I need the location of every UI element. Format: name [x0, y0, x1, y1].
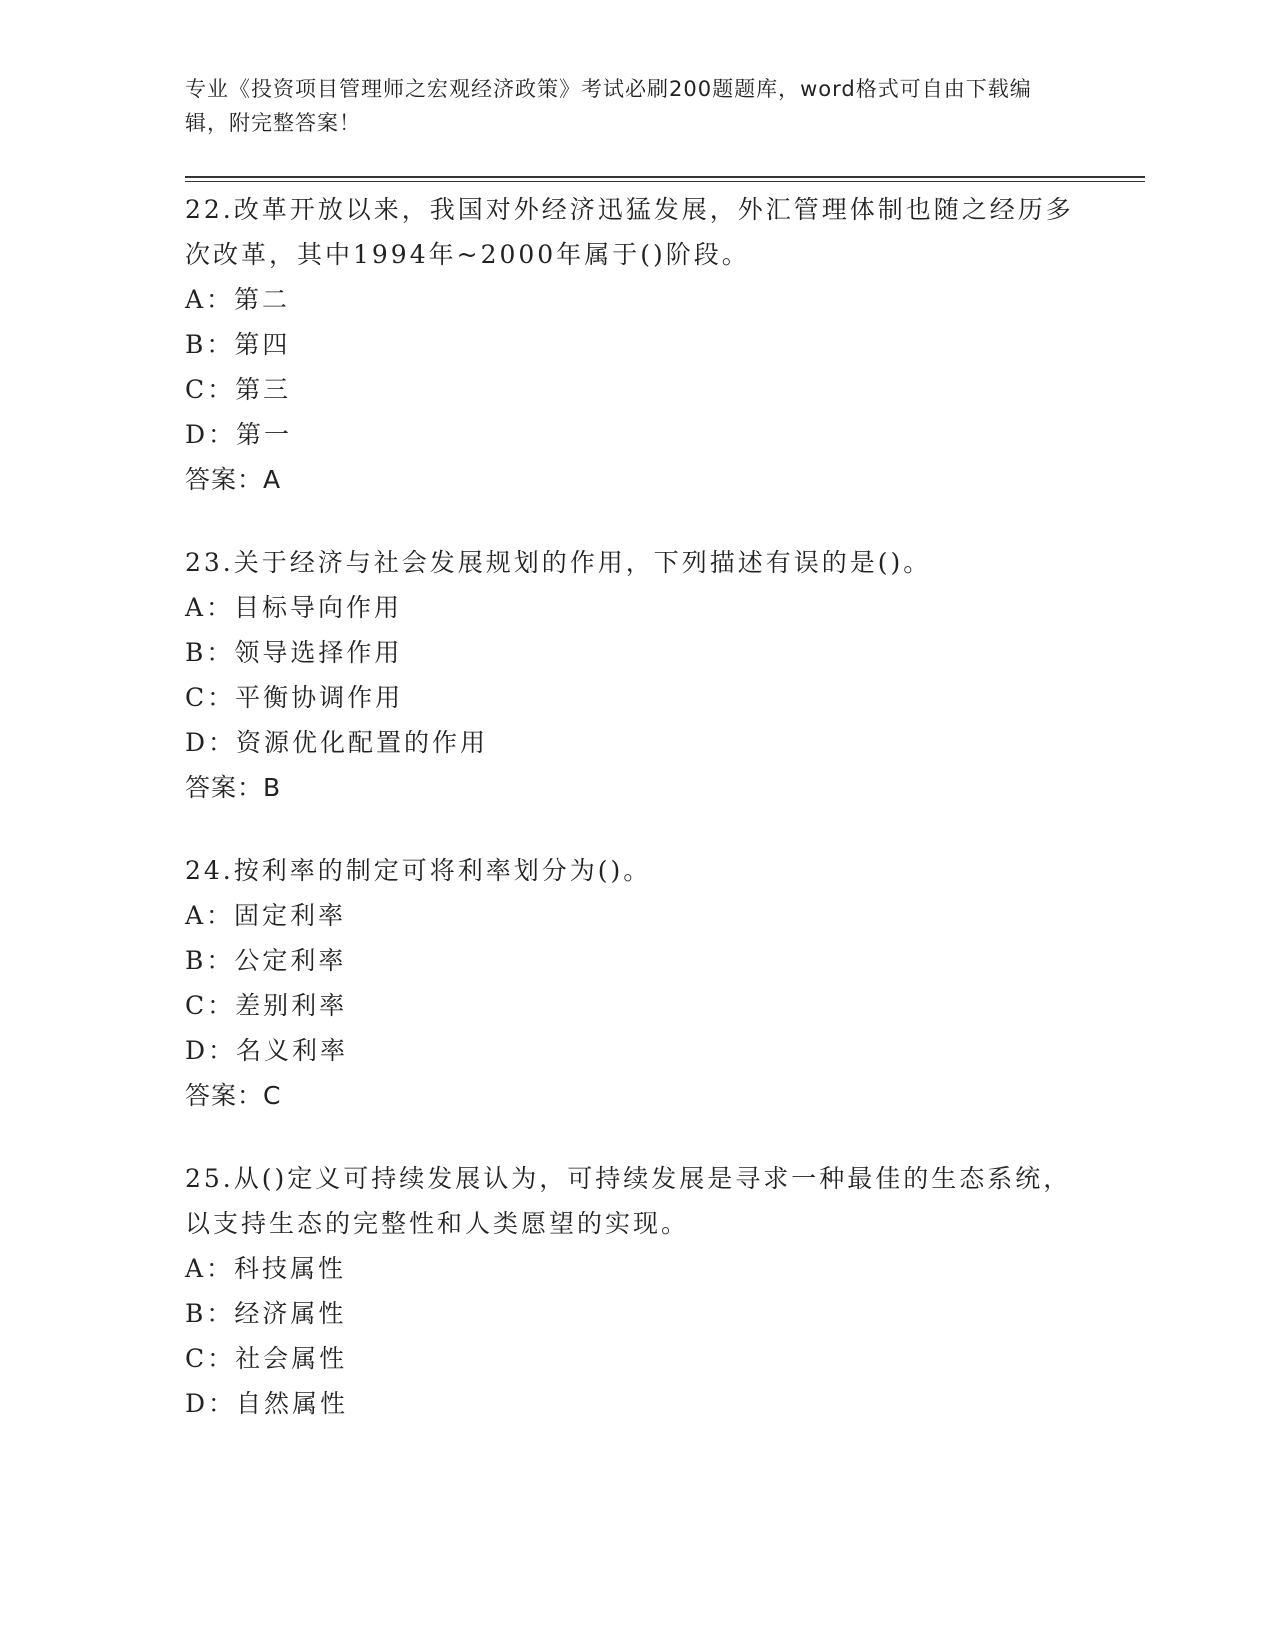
option-d: D：资源优化配置的作用 — [185, 728, 489, 757]
question-stem: 24.按利率的制定可将利率划分为()。 — [185, 856, 652, 885]
answer-line: 答案：A — [185, 465, 282, 494]
option-b: B：第四 — [185, 330, 291, 359]
option-c: C：差别利率 — [185, 991, 348, 1020]
option-c: C：社会属性 — [185, 1344, 348, 1373]
question-stem: 22.改革开放以来，我国对外经济迅猛发展，外汇管理体制也随之经历多次改革，其中1994年~2000年属于()阶段。 — [185, 195, 1074, 269]
option-d: D：自然属性 — [185, 1389, 349, 1418]
option-a: A：第二 — [185, 285, 291, 314]
option-d: D：第一 — [185, 420, 293, 449]
option-b: B：经济属性 — [185, 1299, 347, 1328]
answer-line: 答案：B — [185, 773, 282, 802]
option-b: B：公定利率 — [185, 946, 347, 975]
question-24 — [185, 848, 1085, 1118]
option-a: A：目标导向作用 — [185, 593, 403, 622]
option-c: C：第三 — [185, 375, 292, 404]
question-23 — [185, 540, 1085, 810]
answer-line: 答案：C — [185, 1081, 282, 1110]
question-22 — [185, 187, 1085, 502]
question-stem: 25.从()定义可持续发展认为，可持续发展是寻求一种最佳的生态系统，以支持生态的完整性和人类愿望的实现。 — [185, 1164, 1072, 1238]
header-divider-thick — [185, 176, 1145, 178]
question-stem: 23.关于经济与社会发展规划的作用，下列描述有误的是()。 — [185, 548, 932, 577]
header-text: 专业《投资项目管理师之宏观经济政策》考试必刷200题题库，word格式可自由下载编辑，附完整答案！ — [185, 77, 1032, 135]
document-header — [185, 72, 1055, 140]
option-d: D：名义利率 — [185, 1036, 349, 1065]
option-b: B：领导选择作用 — [185, 638, 403, 667]
question-25 — [185, 1156, 1085, 1426]
question-list — [185, 187, 1085, 1426]
option-a: A：科技属性 — [185, 1254, 347, 1283]
option-c: C：平衡协调作用 — [185, 683, 404, 712]
option-a: A：固定利率 — [185, 901, 347, 930]
header-divider-thin — [185, 181, 1145, 182]
